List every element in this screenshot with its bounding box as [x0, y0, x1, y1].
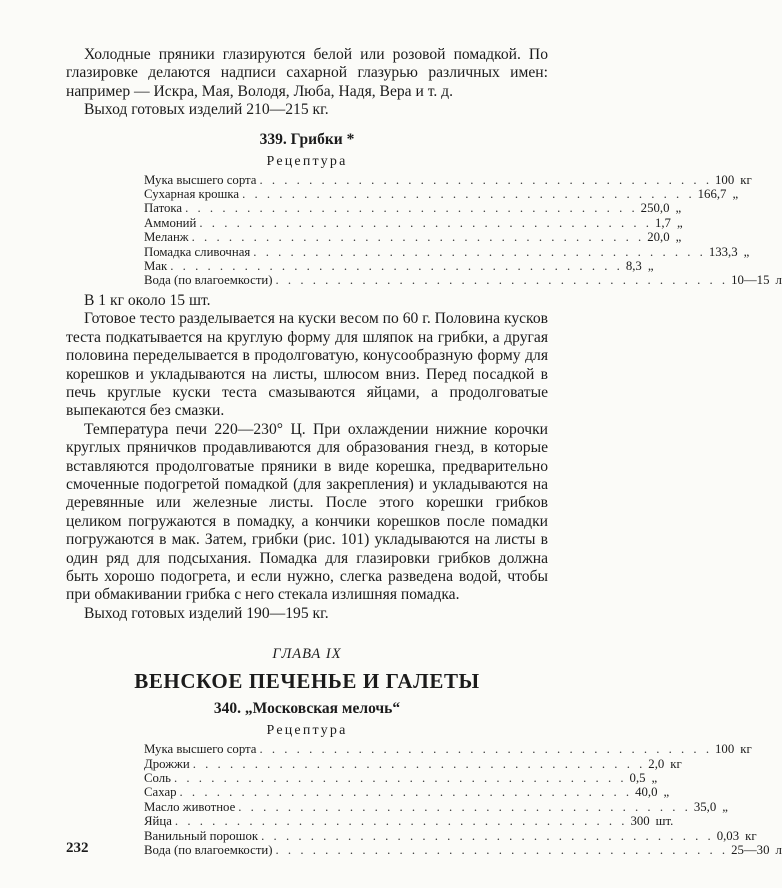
ingredient-name: Вода (по влагоемкости) [144, 273, 273, 288]
ingredient-amount: 8,3 [625, 259, 642, 274]
ingredient-amount: 10—15 [731, 273, 770, 288]
ingredient-row [144, 215, 683, 230]
ingredient-name: Вода (по влагоемкости) [144, 843, 273, 858]
ingredient-name: Мак [144, 259, 168, 274]
ingredient-amount: 0,03 [716, 828, 740, 843]
ingredient-row [144, 828, 757, 843]
intro-paragraph: Холодные пряники глазируются белой или розовой помадкой. По глазировке делаются надписи сахарной глазурью различных имен: например — Искра, Мая, Володя, Люба, Надя, Вера и т. д. [66, 46, 548, 100]
ingredient-amount: 100 [715, 742, 735, 757]
recipe-340-label: Рецептура [266, 723, 348, 739]
ingredient-unit: „ [675, 201, 682, 216]
leader-dots: . . . . . . . . . . . . . . . . . . . . . . . . . . . . . . . . . . . . . [238, 799, 691, 814]
ingredient-name: Патока [144, 201, 183, 216]
ingredient-unit: „ [732, 187, 739, 202]
ingredient-amount: 300 [630, 814, 650, 829]
ingredient-amount: 1,7 [654, 215, 671, 230]
leader-dots: . . . . . . . . . . . . . . . . . . . . . . . . . . . . . . . . . . . . . [275, 273, 729, 288]
leader-dots: . . . . . . . . . . . . . . . . . . . . . . . . . . . . . . . . . . . . . [253, 244, 706, 259]
ingredient-unit: шт. [655, 814, 674, 829]
ingredient-unit: „ [651, 771, 658, 785]
ingredient-row [144, 799, 728, 814]
ingredient-row [144, 756, 682, 771]
leader-dots: . . . . . . . . . . . . . . . . . . . . . . . . . . . . . . . . . . . . . [174, 814, 628, 829]
ingredient-unit: „ [676, 215, 683, 230]
leader-dots: . . . . . . . . . . . . . . . . . . . . . . . . . . . . . . . . . . . . . [191, 230, 645, 245]
recipe-340-ingredients [144, 742, 782, 858]
ingredient-name: Сухарная крошка [144, 187, 240, 202]
leader-dots: . . . . . . . . . . . . . . . . . . . . . . . . . . . . . . . . . . . . . [170, 259, 623, 274]
ingredient-name: Соль [144, 771, 171, 785]
ingredient-unit: кг [740, 172, 752, 187]
ingredient-unit: л [775, 843, 782, 858]
ingredient-row [144, 244, 750, 259]
ingredient-unit: кг [670, 756, 682, 771]
recipe-339-paragraph-1: Готовое тесто разделывается на куски весом по 60 г. Половина кусков теста подкатывается на круглую форму для шляпок на грибки, а другая половина переделывается в продолговатую, конусообразную форму для корешков и укладываются на листы, шлюсом вниз. Перед посадкой в печь круглые куски теста смазываются яйцами, а продолговатые выпекаются без смазки. [66, 310, 548, 420]
ingredient-amount: 25—30 [731, 843, 770, 858]
recipe-339-yield: Выход готовых изделий 190—195 кг. [84, 604, 329, 622]
leader-dots: . . . . . . . . . . . . . . . . . . . . . . . . . . . . . . . . . . . . . [275, 843, 729, 858]
ingredient-name: Мука высшего сорта [144, 742, 257, 757]
leader-dots: . . . . . . . . . . . . . . . . . . . . . . . . . . . . . . . . . . . . . [174, 771, 627, 785]
leader-dots: . . . . . . . . . . . . . . . . . . . . . . . . . . . . . . . . . . . . . [259, 742, 713, 757]
ingredient-row [144, 814, 674, 829]
recipe-340-title: 340. „Московская мелочь“ [213, 700, 401, 718]
ingredient-name: Мука высшего сорта [144, 172, 257, 187]
ingredient-name: Ванильный порошок [144, 828, 259, 843]
ingredient-unit: л [775, 273, 782, 288]
ingredient-row [144, 172, 752, 187]
ingredient-row [144, 201, 682, 216]
leader-dots: . . . . . . . . . . . . . . . . . . . . . . . . . . . . . . . . . . . . . [179, 785, 633, 800]
ingredient-amount: 40,0 [635, 785, 658, 800]
leader-dots: . . . . . . . . . . . . . . . . . . . . . . . . . . . . . . . . . . . . . [185, 201, 638, 216]
ingredient-amount: 100 [715, 172, 735, 187]
ingredient-row [144, 785, 670, 800]
recipe-339-ingredients [144, 172, 782, 288]
leader-dots: . . . . . . . . . . . . . . . . . . . . . . . . . . . . . . . . . . . . . [199, 215, 652, 230]
ingredient-name: Меланж [144, 230, 189, 245]
intro-yield: Выход готовых изделий 210—215 кг. [84, 101, 329, 119]
ingredient-row [144, 742, 752, 757]
ingredient-unit: „ [743, 244, 750, 259]
ingredient-amount: 133,3 [708, 244, 738, 259]
leader-dots: . . . . . . . . . . . . . . . . . . . . . . . . . . . . . . . . . . . . . [242, 187, 695, 202]
ingredient-row [144, 187, 739, 202]
ingredient-name: Дрожжи [144, 756, 190, 771]
ingredient-amount: 250,0 [640, 201, 670, 216]
ingredient-row [144, 771, 658, 785]
book-page [66, 46, 782, 858]
ingredient-amount: 0,5 [629, 771, 646, 785]
leader-dots: . . . . . . . . . . . . . . . . . . . . . . . . . . . . . . . . . . . . . [261, 828, 714, 843]
recipe-339-label: Рецептура [266, 153, 348, 169]
chapter-title: ВЕНСКОЕ ПЕЧЕНЬЕ И ГАЛЕТЫ [134, 669, 480, 694]
chapter-label: ГЛАВА IX [272, 646, 342, 663]
ingredient-unit: „ [647, 259, 654, 274]
ingredient-name: Масло животное [144, 799, 236, 814]
ingredient-name: Яйца [144, 814, 172, 829]
page-number: 232 [66, 840, 89, 856]
ingredient-name: Помадка сливочная [144, 244, 251, 259]
ingredient-amount: 166,7 [697, 187, 727, 202]
leader-dots: . . . . . . . . . . . . . . . . . . . . . . . . . . . . . . . . . . . . . [192, 756, 646, 771]
ingredient-amount: 2,0 [648, 756, 665, 771]
ingredient-row [144, 843, 782, 858]
ingredient-name: Сахар [144, 785, 177, 800]
ingredient-unit: кг [740, 742, 752, 757]
recipe-339-title: 339. Грибки * [259, 130, 355, 148]
recipe-339-paragraph-2: Температура печи 220—230° Ц. При охлаждении нижние корочки круглых пряничков продавливаются для образования гнезд, в которые вставляются продолговатые пряники в виде корешка, предварительно смоченные подогретой помадкой (для закрепления) и укладываются на деревянные или железные листы. После этого корешки грибков целиком погружаются в помадку, а кончики корешков после помадки погружаются в мак. Затем, грибки (рис. 101) укладываются на листы в один ряд для подсыхания. Помадка для глазировки грибков должна быть хорошо подогрета, и если нужно, слегка разведена водой, чтобы при обмакивании грибка с него стекала излишняя помадка. [66, 420, 548, 604]
ingredient-name: Аммоний [144, 215, 197, 230]
ingredient-row [144, 259, 654, 274]
ingredient-unit: „ [663, 785, 670, 800]
ingredient-row [144, 230, 682, 245]
ingredient-amount: 20,0 [647, 230, 670, 245]
leader-dots: . . . . . . . . . . . . . . . . . . . . . . . . . . . . . . . . . . . . . [259, 172, 713, 187]
ingredient-row [144, 273, 782, 288]
ingredient-unit: „ [722, 799, 728, 814]
ingredient-amount: 35,0 [693, 799, 717, 814]
ingredient-unit: кг [745, 828, 757, 843]
ingredient-unit: „ [675, 230, 682, 245]
recipe-339-count: В 1 кг около 15 шт. [84, 291, 211, 309]
